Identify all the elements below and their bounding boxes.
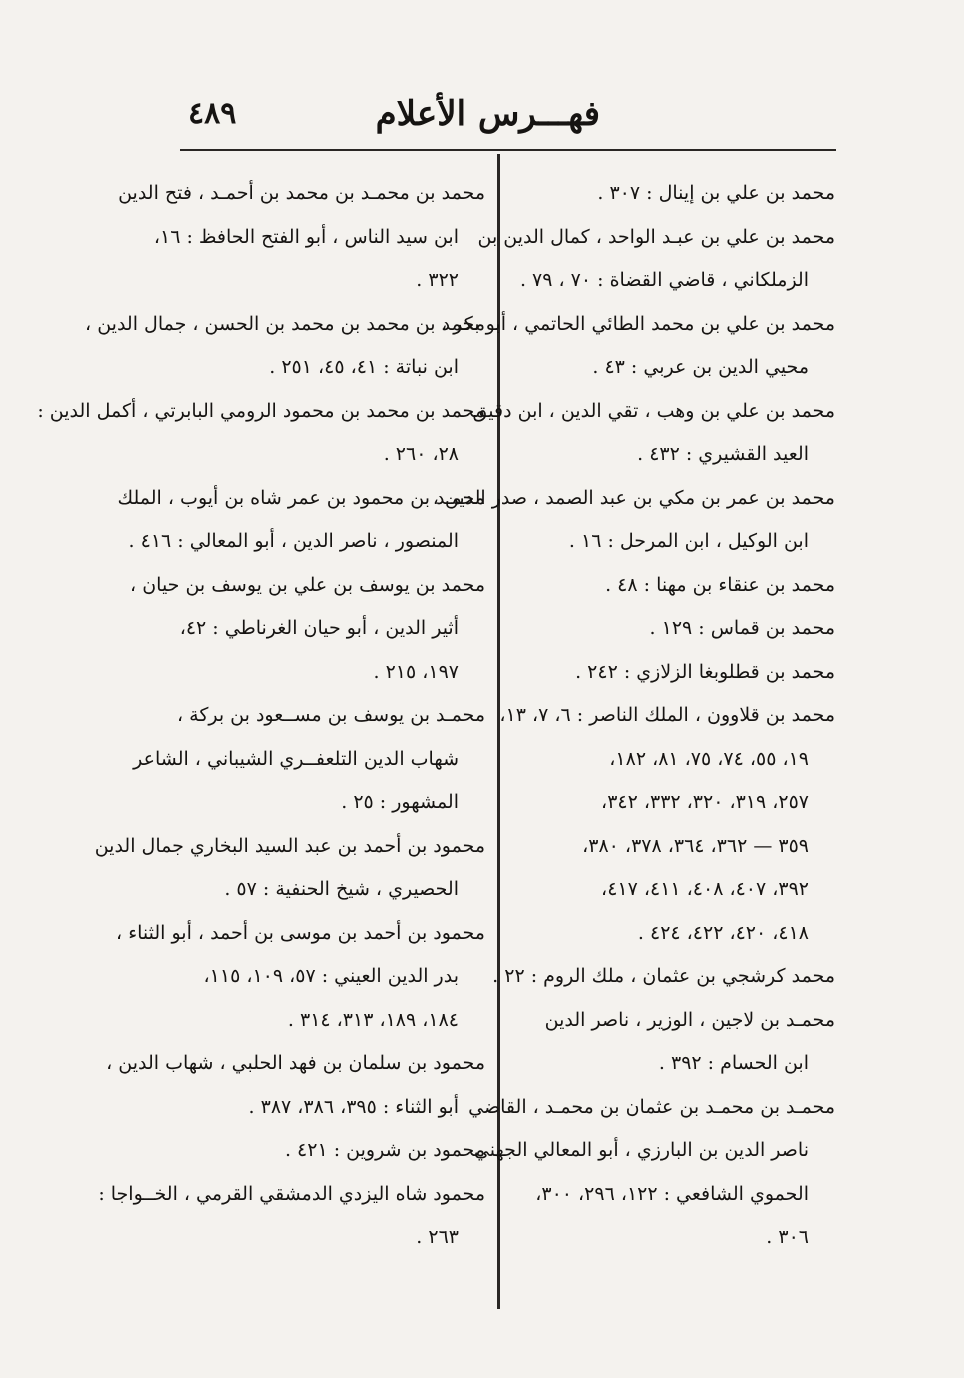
entry-continuation-line: ٢٨، ٢٦٠ . — [383, 443, 459, 465]
index-entry — [133, 694, 485, 825]
index-entry — [499, 694, 835, 955]
index-entry — [118, 172, 485, 303]
entry-continuation-line: ١٨٤، ١٨٩، ٣١٣، ٣١٤ . — [287, 1008, 459, 1031]
entry-continuation-line: ١٩، ٥٥، ٧٤، ٧٥، ٨١، ١٨٢، — [609, 747, 809, 770]
entry-name-line: محمد بن عنقاء بن مهنا : ٤٨ . — [605, 573, 835, 596]
entry-name-line: محمد بن علي بن إينال : ٣٠٧ . — [597, 182, 835, 204]
index-entry — [520, 999, 835, 1086]
index-entry — [130, 564, 485, 695]
entry-name-line: محمد بن قماس : ١٢٩ . — [649, 617, 835, 639]
index-entry — [492, 955, 835, 999]
entry-continuation-line: ٣٠٦ . — [766, 1226, 809, 1248]
entry-continuation-line: ٣٢٢ . — [416, 269, 459, 291]
entry-name-line: محمـد بن محمـد بن عثمان بن محمـد ، القاضي — [468, 1095, 835, 1118]
index-entry — [520, 564, 835, 608]
entry-continuation-line: ٤١٨، ٤٢٠، ٤٢٢، ٤٢٤ . — [637, 921, 809, 944]
entry-continuation-line: الزملكاني ، قاضي القضاة : ٧٠ ، ٧٩ . — [519, 269, 809, 291]
entry-continuation-line: العيد القشيري : ٤٣٢ . — [637, 443, 809, 465]
index-entry — [477, 216, 835, 303]
entry-name-line: محمـد بن يوسف بن مســعود بن بركة ، — [176, 704, 485, 726]
index-entry — [180, 1129, 485, 1173]
index-entry — [106, 1042, 485, 1129]
entry-name-line: محمود بن شروين : ٤٢١ . — [284, 1139, 485, 1161]
entry-continuation-line: ١٩٧، ٢١٥ . — [373, 660, 459, 683]
left-column — [37, 172, 485, 1260]
entry-name-line: محمـد بن محمود بن عمر شاه بن أيوب ، الملك — [117, 486, 485, 509]
entry-continuation-line: الحموي الشافعي : ١٢٢، ٢٩٦، ٣٠٠، — [535, 1182, 809, 1205]
entry-name-line: محمود بن أحمد بن موسى بن أحمد ، أبو الثناء ، — [116, 921, 485, 944]
entry-name-line: محمود بن سلمان بن فهد الحلبي ، شهاب الدين ، — [106, 1052, 485, 1074]
entry-name-line: محمد بن محمد بن محمود الرومي البابرتي ، أكمل الدين : — [37, 399, 485, 422]
header-divider — [180, 149, 836, 151]
page-title: فهـــرس الأعلام — [375, 94, 600, 134]
index-entry — [37, 390, 485, 477]
entry-name-line: محمود بن أحمد بن عبد السيد البخاري جمال الدين — [94, 834, 485, 857]
index-entry — [468, 1086, 835, 1260]
entry-continuation-line: أبو الثناء : ٣٩٥، ٣٨٦، ٣٨٧ . — [248, 1095, 459, 1118]
index-entry — [441, 303, 835, 390]
index-entry — [116, 912, 485, 1043]
entry-name-line: محمد بن قطلوبغا الزلازي : ٢٤٢ . — [575, 660, 835, 683]
index-entry — [85, 303, 485, 390]
entry-name-line: محمود شاه اليزدي الدمشقي القرمي ، الخــواجا : — [98, 1182, 485, 1205]
page-number: ٤٨٩ — [188, 96, 237, 131]
entry-continuation-line: الحصيري ، شيخ الحنفية : ٥٧ . — [224, 878, 459, 900]
index-entry — [432, 477, 835, 564]
entry-continuation-line: ابن الحسام : ٣٩٢ . — [658, 1052, 809, 1074]
entry-name-line: محمد بن محمد بن محمد بن الحسن ، جمال الدين ، — [85, 312, 485, 335]
index-entry — [117, 477, 485, 564]
entry-name-line: محمد بن علي بن عبـد الواحد ، كمال الدين بن — [477, 225, 835, 248]
entry-name-line: محمد بن علي بن محمد الطائي الحاتمي ، أبو بكر ، — [441, 312, 835, 335]
entry-continuation-line: أثير الدين ، أبو حيان الغرناطي : ٤٢، — [179, 617, 459, 639]
entry-name-line: محمد كرشجي بن عثمان ، ملك الروم : ٢٢ . — [492, 965, 835, 987]
entry-name-line: محمد بن عمر بن مكي بن عبد الصمد ، صدر الدين ، — [432, 486, 835, 509]
entry-continuation-line: المشهور : ٢٥ . — [341, 791, 459, 813]
index-entry — [94, 825, 485, 912]
index-entry — [98, 1173, 485, 1260]
entry-name-line: محمـد بن لاجين ، الوزير ، ناصر الدين — [544, 1008, 835, 1031]
entry-continuation-line: ابن الوكيل ، ابن المرحل : ١٦ . — [568, 530, 809, 552]
index-entry — [520, 651, 835, 695]
entry-continuation-line: بدر الدين العيني : ٥٧، ١٠٩، ١١٥، — [203, 965, 459, 987]
entry-continuation-line: شهاب الدين التلعفــري الشيباني ، الشاعر — [133, 747, 459, 770]
entry-continuation-line: ٢٦٣ . — [416, 1226, 459, 1248]
entry-name-line: محمد بن قلاوون ، الملك الناصر : ٦، ٧، ١٣، — [499, 704, 835, 726]
entry-name-line: محمد بن يوسف بن علي بن يوسف بن حيان ، — [130, 573, 485, 596]
entry-continuation-line: محيي الدين بن عربي : ٤٣ . — [592, 356, 809, 378]
entry-continuation-line: ٣٥٩ — ٣٦٢، ٣٦٤، ٣٧٨، ٣٨٠، — [582, 834, 809, 857]
entry-continuation-line: المنصور ، ناصر الدين ، أبو المعالي : ٤١٦ . — [128, 530, 459, 552]
entry-continuation-line: ناصر الدين بن البارزي ، أبو المعالي الجهني — [473, 1139, 809, 1161]
entry-name-line: محمد بن محمـد بن محمد بن أحمـد ، فتح الدين — [118, 182, 485, 204]
entry-continuation-line: ٣٩٢، ٤٠٧، ٤٠٨، ٤١١، ٤١٧، — [601, 878, 809, 900]
index-entry — [520, 607, 835, 651]
entry-name-line: محمد بن علي بن وهب ، تقي الدين ، ابن دقيق — [472, 399, 835, 422]
entry-continuation-line: ابن سيد الناس ، أبو الفتح الحافظ : ١٦، — [153, 225, 459, 248]
entry-continuation-line: ابن نباتة : ٤١، ٤٥، ٢٥١ . — [269, 356, 459, 378]
index-entry — [520, 172, 835, 216]
entry-continuation-line: ٢٥٧، ٣١٩، ٣٢٠، ٣٣٢، ٣٤٢، — [601, 791, 809, 813]
index-entry — [472, 390, 835, 477]
